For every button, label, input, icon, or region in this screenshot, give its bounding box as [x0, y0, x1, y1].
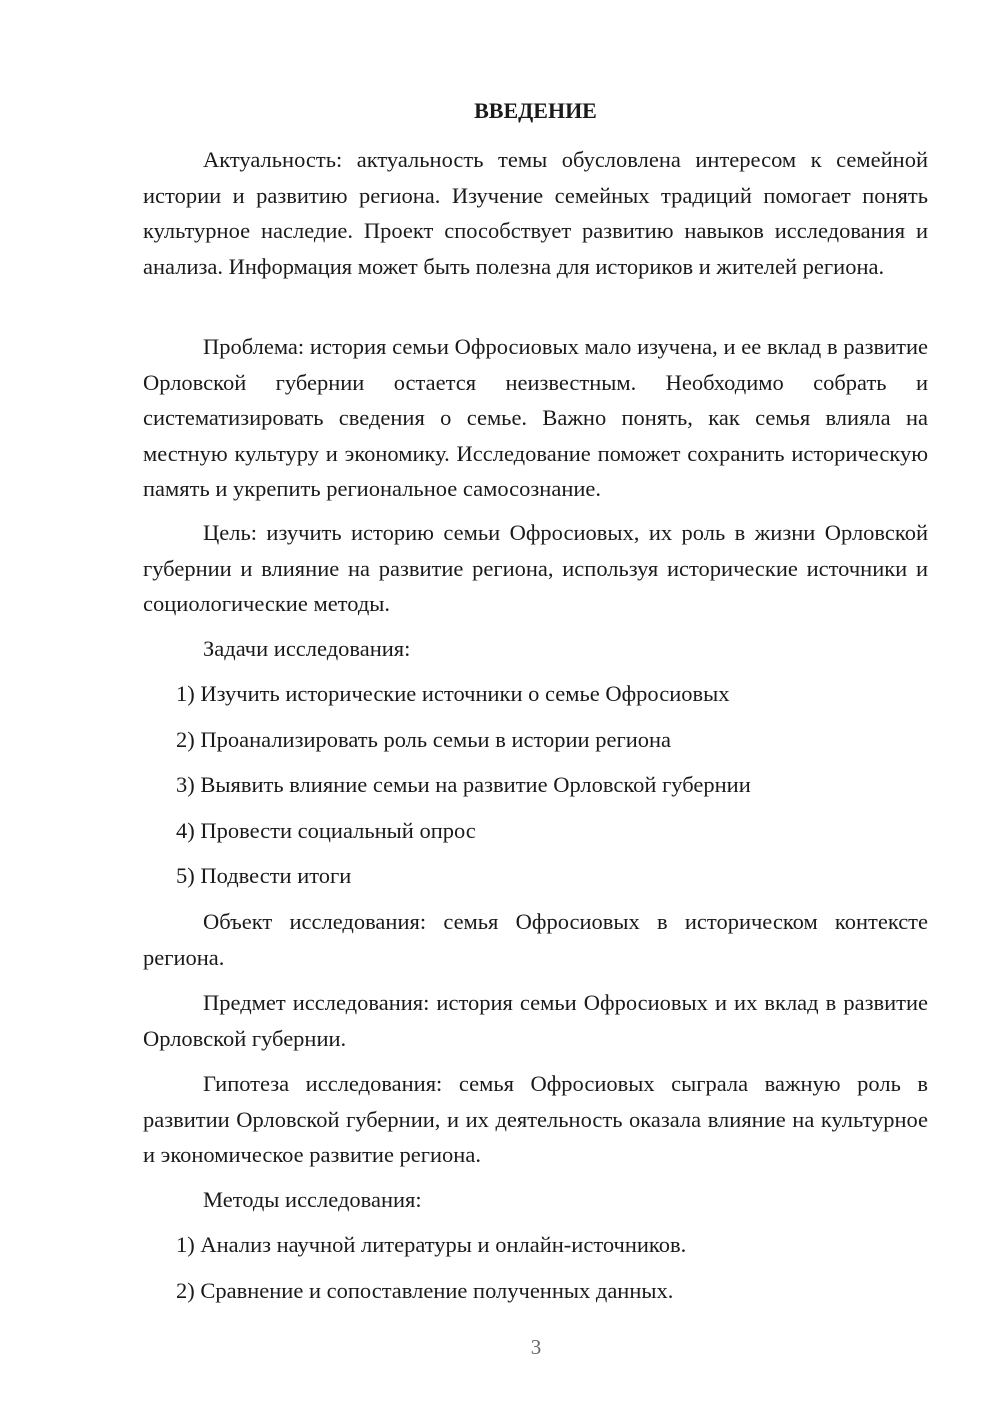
object-paragraph: Объект исследования: семья Офросиовых в историческом контексте региона.: [143, 909, 928, 970]
page-title: ВВЕДЕНИЕ: [474, 98, 597, 123]
methods-label: Методы исследования:: [203, 1187, 422, 1212]
relevance-paragraph: Актуальность: актуальность темы обусловлена интересом к семейной истории и развитию региона. Изучение семейных традиций помогает понять культурное наследие. Проект способствует развитию навыков исследования и анализа. Информация может быть полезна для историков и жителей региона.: [143, 147, 928, 279]
subject-paragraph: Предмет исследования: история семьи Офросиовых и их вклад в развитие Орловской губернии.: [143, 990, 928, 1051]
task-item: 5) Подвести итоги: [176, 863, 352, 888]
page-number: 3: [530, 1335, 542, 1359]
task-item: 3) Выявить влияние семьи на развитие Орловской губернии: [176, 772, 751, 797]
goal-paragraph: Цель: изучить историю семьи Офросиовых, их роль в жизни Орловской губернии и влияние на развитие региона, используя исторические источники и социологические методы.: [143, 520, 928, 616]
task-item: 2) Проанализировать роль семьи в истории региона: [176, 727, 672, 752]
task-item: 1) Изучить исторические источники о семье Офросиовых: [176, 681, 730, 706]
task-item: 4) Провести социальный опрос: [176, 818, 476, 843]
problem-paragraph: Проблема: история семьи Офросиовых мало изучена, и ее вклад в развитие Орловской губернии остается неизвестным. Необходимо собрать и систематизировать сведения о семье. Важно понять, как семья влияла на местную культуру и экономику. Исследование поможет сохранить историческую память и укрепить региональное самосознание.: [143, 334, 928, 501]
hypothesis-paragraph: Гипотеза исследования: семья Офросиовых сыграла важную роль в развитии Орловской губернии, и их деятельность оказала влияние на культурное и экономическое развитие региона.: [143, 1071, 928, 1167]
tasks-label: Задачи исследования:: [203, 636, 411, 661]
method-item: 2) Сравнение и сопоставление полученных данных.: [176, 1278, 674, 1303]
method-item: 1) Анализ научной литературы и онлайн-источников.: [176, 1232, 687, 1257]
